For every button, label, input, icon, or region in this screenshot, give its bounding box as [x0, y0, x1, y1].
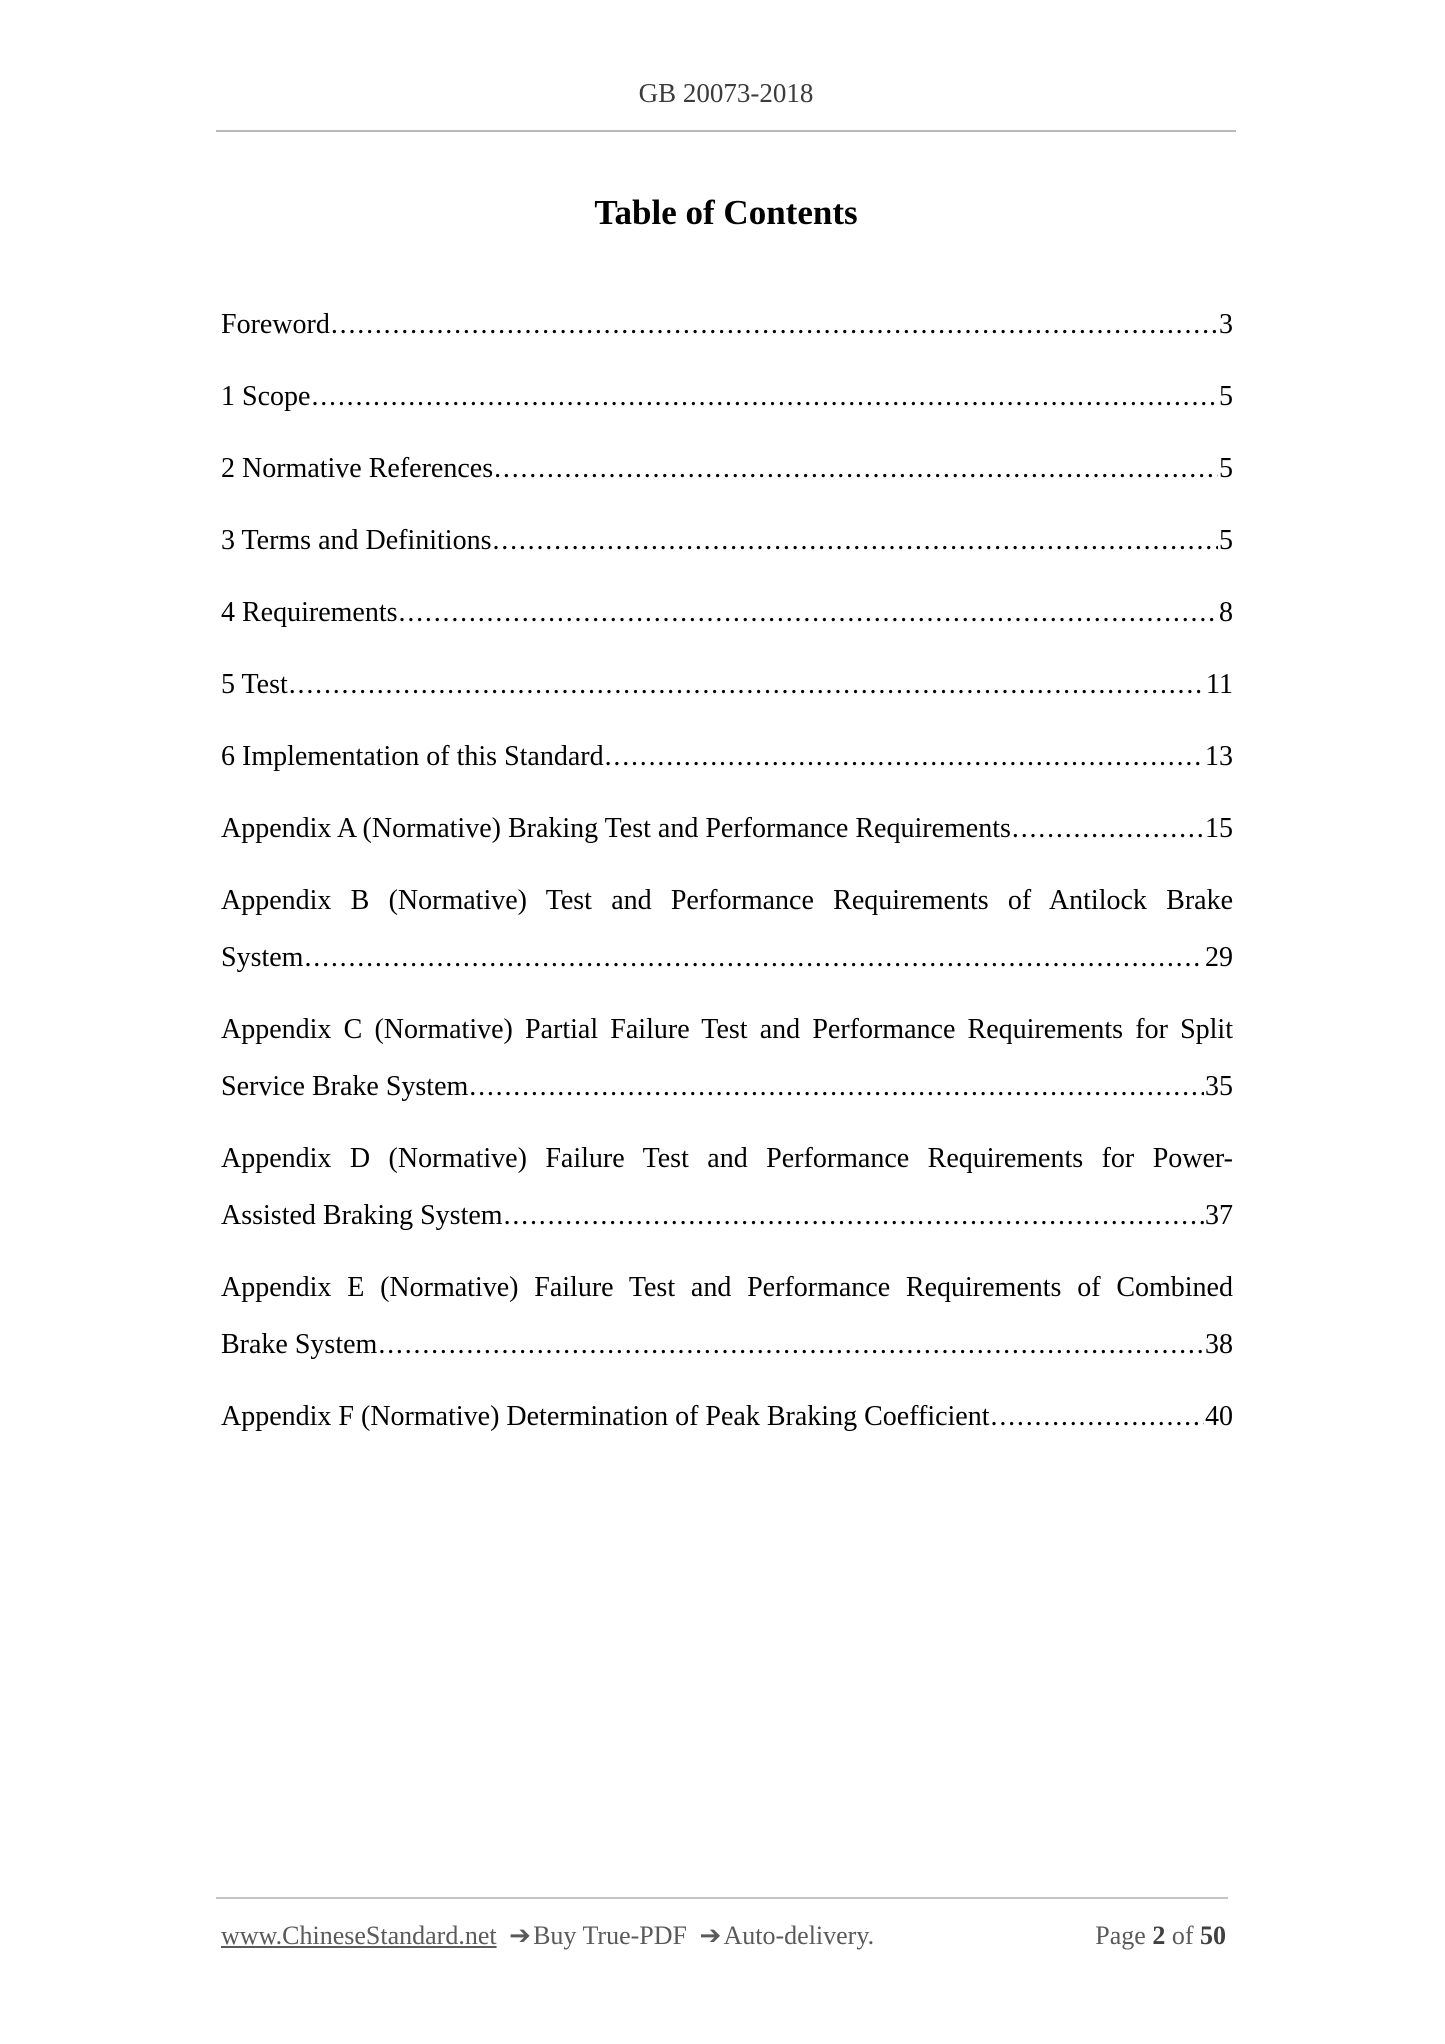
dot-leader — [399, 594, 1218, 632]
website-link[interactable]: www.ChineseStandard.net — [221, 1921, 497, 1950]
toc-entry-title-line1: Appendix D (Normative) Failure Test and Performance Requirements for Power- — [221, 1143, 1233, 1174]
toc-page-number: 35 — [1205, 1071, 1233, 1102]
toc-entry-appendix-e[interactable] — [221, 1269, 1233, 1364]
dot-leader — [289, 666, 1205, 704]
toc-entry-terms-and-definitions[interactable] — [221, 522, 1233, 560]
toc-entry-title-line2: Assisted Braking System — [221, 1200, 503, 1231]
buy-true-pdf-text: Buy True-PDF — [533, 1921, 687, 1950]
arrow-right-icon: ➔ — [699, 1921, 722, 1950]
current-page-number: 2 — [1152, 1921, 1166, 1950]
dot-leader — [469, 1068, 1204, 1106]
dot-leader — [331, 306, 1218, 344]
dot-leader — [378, 1326, 1204, 1364]
toc-entry-title-line1: Appendix E (Normative) Failure Test and Performance Requirements of Combined — [221, 1272, 1233, 1303]
toc-page-number: 3 — [1219, 309, 1233, 340]
toc-entry-title-line1: Appendix C (Normative) Partial Failure Test and Performance Requirements for Split — [221, 1014, 1233, 1045]
toc-entry-scope[interactable] — [221, 378, 1233, 416]
toc-entry-title-line1: Appendix B (Normative) Test and Performance Requirements of Antilock Brake — [221, 885, 1233, 916]
auto-delivery-text: Auto-delivery. — [723, 1921, 875, 1950]
toc-entry-title-line2: Brake System — [221, 1329, 378, 1360]
toc-entry-requirements[interactable] — [221, 594, 1233, 632]
toc-entry-foreword[interactable] — [221, 306, 1233, 344]
toc-page-number: 29 — [1205, 942, 1233, 973]
dot-leader — [504, 1197, 1204, 1235]
dot-leader — [605, 738, 1204, 776]
toc-entry-normative-references[interactable] — [221, 450, 1233, 488]
toc-entry-title: 2 Normative References — [221, 453, 494, 484]
toc-page-number: 5 — [1219, 453, 1233, 484]
dot-leader — [494, 450, 1218, 488]
toc-entry-test[interactable] — [221, 666, 1233, 704]
toc-entry-title: 4 Requirements — [221, 597, 398, 628]
dot-leader — [311, 378, 1218, 416]
toc-page-number: 38 — [1205, 1329, 1233, 1360]
toc-page-number: 8 — [1219, 597, 1233, 628]
total-page-count: 50 — [1200, 1921, 1226, 1950]
arrow-right-icon: ➔ — [509, 1921, 531, 1950]
toc-entry-title: Appendix F (Normative) Determination of Peak Braking Coefficient — [221, 1401, 990, 1432]
toc-entry-title-line2: Service Brake System — [221, 1071, 469, 1102]
toc-entry-appendix-f[interactable] — [221, 1398, 1233, 1436]
footer-promo — [221, 1918, 874, 1954]
toc-entry-title: 3 Terms and Definitions — [221, 525, 492, 556]
toc-entry-title: 5 Test — [221, 669, 288, 700]
dot-leader — [492, 522, 1218, 560]
page-header — [216, 72, 1236, 132]
toc-entry-title: Foreword — [221, 309, 330, 340]
page-footer — [216, 1897, 1228, 1959]
toc-entry-appendix-a[interactable] — [221, 810, 1233, 848]
toc-entry-implementation[interactable] — [221, 738, 1233, 776]
toc-entry-title: 1 Scope — [221, 381, 311, 412]
document-id: GB 20073-2018 — [638, 78, 814, 108]
toc-page-number: 5 — [1219, 381, 1233, 412]
toc-entry-title: Appendix A (Normative) Braking Test and Performance Requirements — [221, 813, 1011, 844]
toc-page-number: 15 — [1205, 813, 1233, 844]
page-title: Table of Contents — [594, 193, 858, 232]
toc-entry-appendix-b[interactable] — [221, 882, 1233, 977]
toc-entry-title: 6 Implementation of this Standard — [221, 741, 604, 772]
toc-page-number: 13 — [1205, 741, 1233, 772]
toc-page-number: 5 — [1219, 525, 1233, 556]
toc-entry-appendix-c[interactable] — [221, 1011, 1233, 1106]
toc-page-number: 40 — [1205, 1401, 1233, 1432]
table-of-contents — [221, 306, 1233, 1436]
page-label: Page — [1095, 1921, 1146, 1950]
dot-leader — [991, 1398, 1204, 1436]
toc-page-number: 37 — [1205, 1200, 1233, 1231]
of-label: of — [1171, 1921, 1194, 1950]
dot-leader — [1012, 810, 1204, 848]
toc-entry-title-line2: System — [221, 942, 304, 973]
toc-entry-appendix-d[interactable] — [221, 1140, 1233, 1235]
dot-leader — [304, 939, 1204, 977]
toc-page-number: 11 — [1206, 669, 1233, 700]
page-number-indicator — [1095, 1918, 1226, 1954]
